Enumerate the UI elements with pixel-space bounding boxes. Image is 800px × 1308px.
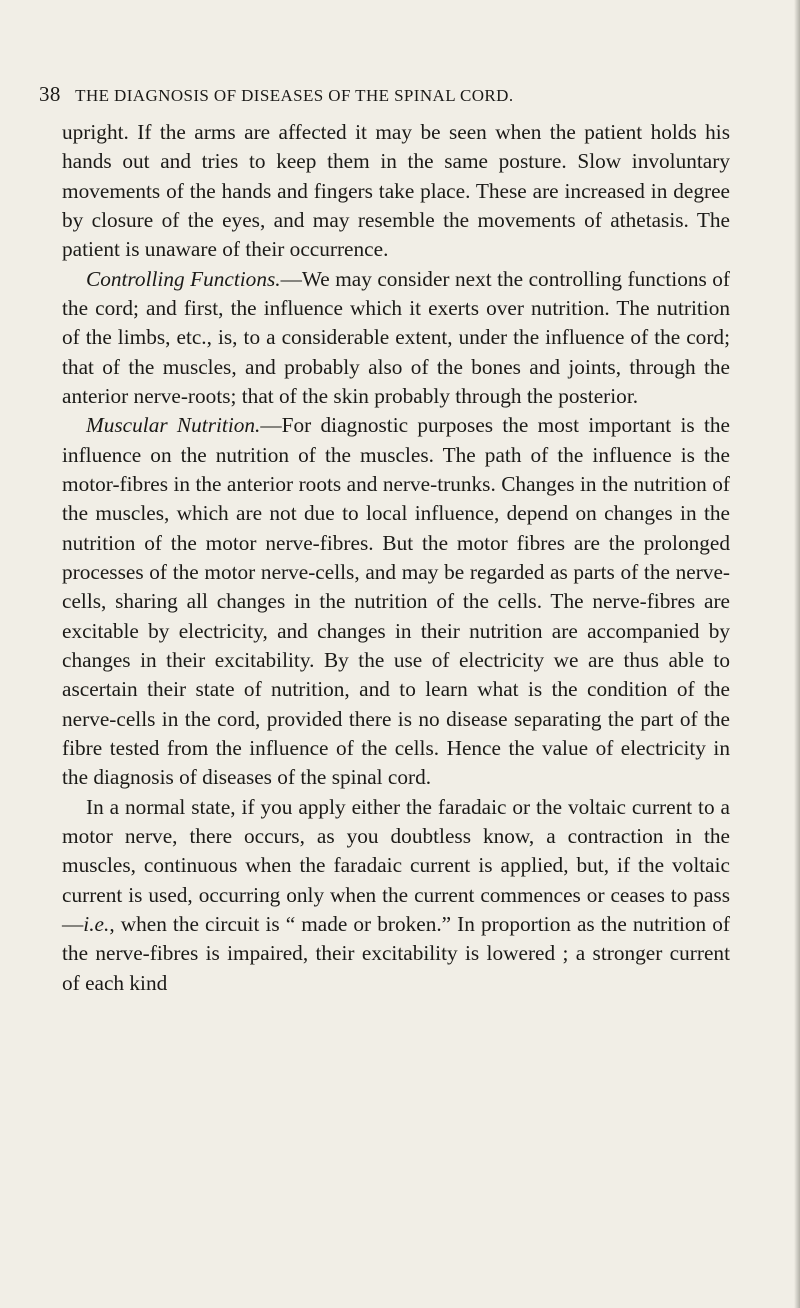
paragraph-text: —We may consider next the controlling functions of the cord; and first, the influence which it exerts over nutrition. The nutrition of the limbs, etc., is, to a considerable extent, under the influence of the cord; that of the muscles, and probably also of the bones and joints, through the anterior nerve-roots; that of the skin probably through the posterior. [62,266,730,408]
paragraph-continuation: upright. If the arms are affected it may be seen when the patient holds his hands out and tries to keep them in the same posture. Slow involuntary movements of the hands and fingers take place. These are increased in degree by closure of the eyes, and may resemble the movements of athetasis. The patient is unaware of their occurrence. [62,120,730,262]
body-text [62,118,730,998]
running-header [39,82,759,107]
paragraph-text: —For diagnostic purposes the most important is the influence on the nutrition of the muscles. The path of the influence is the motor-fibres in the anterior roots and nerve-trunks. Changes in the nutrition of the muscles, which are not due to local influence, depend on changes in the nutrition of the motor nerve-fibres. But the motor fibres are the prolonged processes of the motor nerve-cells, and may be regarded as parts of the nerve-cells, sharing all changes in the nutrition of the cells. The nerve-fibres are excitable by electricity, and changes in their nutrition are accompanied by changes in their excitability. By the use of electricity we are thus able to ascertain their state of nutrition, and to learn what is the condition of the nerve-cells in the cord, provided there is no disease separating the part of the fibre tested from the influence of the cells. Hence the value of electricity in the diagnosis of diseases of the spinal cord. [62,413,730,790]
paragraph-normal-state [62,793,730,998]
page-edge-shadow [794,0,800,1308]
abbreviation-ie: i.e. [83,911,110,936]
paragraph-text: In a normal state, if you apply either the faradaic or the voltaic current to a motor nerve, there occurs, as you doubtless know, a contraction in the muscles, continuous when the faradaic current is applied, but, if the voltaic current is used, occurring only when the current commences or ceases to pass— [62,794,730,936]
paragraph-muscular-nutrition [62,411,730,792]
running-title: THE DIAGNOSIS OF DISEASES OF THE SPINAL CORD. [75,86,514,105]
section-heading-muscular-nutrition: Muscular Nutrition. [86,413,261,438]
paragraph-text: , when the circuit is “ made or broken.” In proportion as the nutrition of the nerve-fibres is impaired, their excitability is lowered ; a stronger current of each kind [62,911,730,995]
paragraph-controlling-functions [62,265,730,412]
section-heading-controlling-functions: Controlling Functions. [86,266,281,291]
page-number: 38 [39,82,61,106]
